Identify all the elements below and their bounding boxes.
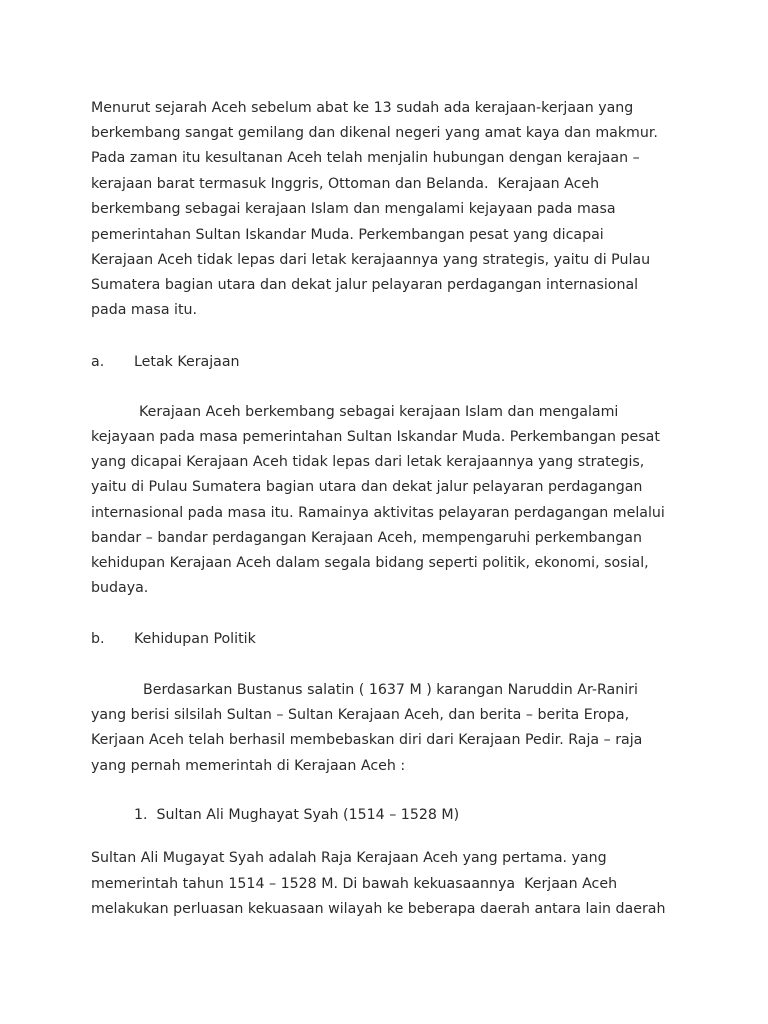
text-line: yang dicapai Kerajaan Aceh tidak lepas dari letak kerajaannya yang strategis, — [91, 454, 645, 470]
text-line: Sumatera bagian utara dan dekat jalur pelayaran perdagangan internasional — [91, 277, 639, 293]
text-line: yang pernah memerintah di Kerajaan Aceh : — [91, 758, 406, 774]
text-line: internasional pada masa itu. Ramainya aktivitas pelayaran perdagangan melalui — [91, 505, 665, 521]
text-line: berkembang sebagai kerajaan Islam dan mengalami kejayaan pada masa — [91, 201, 616, 217]
text-line: berkembang sangat gemilang dan dikenal negeri yang amat kaya dan makmur. — [91, 125, 658, 141]
text-line: melakukan perluasan kekuasaan wilayah ke beberapa daerah antara lain daerah — [91, 901, 666, 917]
text-line: budaya. — [91, 580, 149, 596]
text-line: Kerajaan Aceh berkembang sebagai kerajaan Islam dan mengalami — [139, 404, 619, 420]
text-line: Sultan Ali Mugayat Syah adalah Raja Kerajaan Aceh yang pertama. yang — [91, 850, 607, 866]
list-item: 1. Sultan Ali Mughayat Syah (1514 – 1528 M) — [134, 807, 460, 823]
text-line: Pada zaman itu kesultanan Aceh telah menjalin hubungan dengan kerajaan – — [91, 150, 640, 166]
text-line: kerajaan barat termasuk Inggris, Ottoman dan Belanda. Kerajaan Aceh — [91, 176, 600, 192]
text-line: yang berisi silsilah Sultan – Sultan Kerajaan Aceh, dan berita – berita Eropa, — [91, 707, 630, 723]
text-line: Berdasarkan Bustanus salatin ( 1637 M ) karangan Naruddin Ar-Raniri — [143, 682, 638, 698]
section-a-marker: a. — [91, 354, 105, 370]
text-line: pemerintahan Sultan Iskandar Muda. Perkembangan pesat yang dicapai — [91, 227, 604, 243]
text-line: Menurut sejarah Aceh sebelum abat ke 13 sudah ada kerajaan-kerjaan yang — [91, 100, 634, 116]
section-b-marker: b. — [91, 631, 105, 647]
text-line: kejayaan pada masa pemerintahan Sultan Iskandar Muda. Perkembangan pesat — [91, 429, 660, 445]
text-line: memerintah tahun 1514 – 1528 M. Di bawah kekuasaannya Kerjaan Aceh — [91, 876, 618, 892]
text-line: kehidupan Kerajaan Aceh dalam segala bidang seperti politik, ekonomi, sosial, — [91, 555, 649, 571]
text-line: yaitu di Pulau Sumatera bagian utara dan dekat jalur pelayaran perdagangan — [91, 479, 643, 495]
text-line: bandar – bandar perdagangan Kerajaan Aceh, mempengaruhi perkembangan — [91, 530, 642, 546]
text-line: Kerjaan Aceh telah berhasil membebaskan diri dari Kerajaan Pedir. Raja – raja — [91, 732, 643, 748]
text-line: Kerajaan Aceh tidak lepas dari letak kerajaannya yang strategis, yaitu di Pulau — [91, 252, 651, 268]
section-b-title: Kehidupan Politik — [134, 631, 256, 647]
text-line: pada masa itu. — [91, 302, 198, 318]
section-a-title: Letak Kerajaan — [134, 354, 240, 370]
